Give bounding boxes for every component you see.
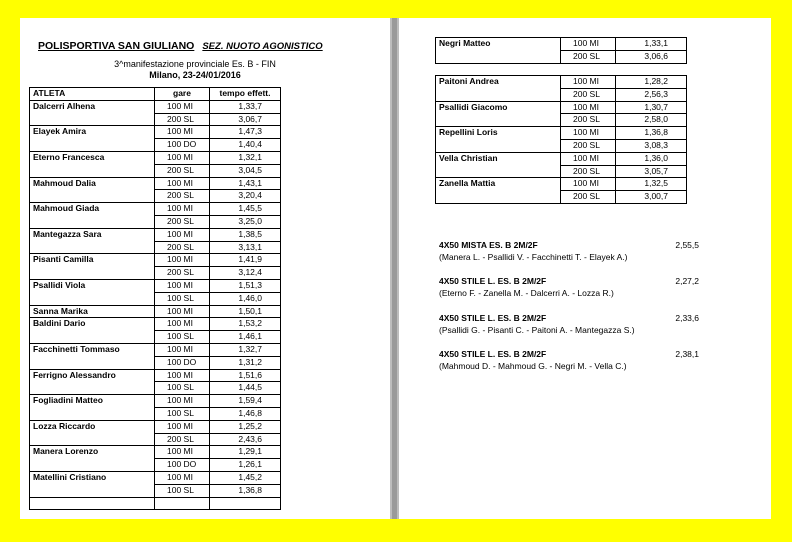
results-table-right-top xyxy=(435,37,687,64)
race-cell: 100 MI xyxy=(561,152,616,165)
athlete-name-cont xyxy=(30,356,155,369)
table-row xyxy=(436,50,687,63)
relay-title: 4X50 STILE L. ES. B 2M/2F xyxy=(439,313,547,323)
athlete-name-cont xyxy=(30,215,155,228)
time-cell: 1,31,2 xyxy=(210,356,281,369)
race-cell: 100 DO xyxy=(155,139,210,152)
table-row xyxy=(30,228,281,241)
header-race: gare xyxy=(155,88,210,101)
race-cell: 100 MI xyxy=(155,395,210,408)
table-row xyxy=(436,152,687,165)
empty-cell xyxy=(30,497,155,510)
time-cell: 1,45,5 xyxy=(210,203,281,216)
athlete-name: Mantegazza Sara xyxy=(30,228,155,241)
table-row xyxy=(30,203,281,216)
time-cell: 3,04,5 xyxy=(210,164,281,177)
race-cell: 100 MI xyxy=(561,76,616,89)
border-cell xyxy=(561,203,616,204)
table-row xyxy=(436,38,687,51)
time-cell: 1,45,2 xyxy=(210,471,281,484)
race-cell: 100 MI xyxy=(155,343,210,356)
race-cell: 200 SL xyxy=(155,190,210,203)
table-row xyxy=(30,446,281,459)
race-cell: 100 SL xyxy=(155,331,210,344)
relay-block xyxy=(439,349,699,373)
athlete-name: Repellini Loris xyxy=(436,127,561,140)
table-row xyxy=(30,113,281,126)
race-cell: 200 SL xyxy=(155,241,210,254)
time-cell: 3,12,4 xyxy=(210,267,281,280)
time-cell: 1,53,2 xyxy=(210,318,281,331)
header-time: tempo effett. xyxy=(210,88,281,101)
relay-title: 4X50 STILE L. ES. B 2M/2F xyxy=(439,349,547,359)
time-cell: 1,30,7 xyxy=(616,101,687,114)
results-table-left xyxy=(29,87,281,510)
race-cell: 100 SL xyxy=(155,292,210,305)
athlete-name: Mahmoud Dalia xyxy=(30,177,155,190)
table-row xyxy=(30,292,281,305)
relay-members: (Mahmoud D. - Mahmoud G. - Negri M. - Vella C.) xyxy=(439,361,627,371)
athlete-name-cont xyxy=(30,331,155,344)
relay-time: 2,27,2 xyxy=(675,276,699,286)
empty-cell xyxy=(210,497,281,510)
athlete-name: Vella Christian xyxy=(436,152,561,165)
border-cell xyxy=(436,63,561,64)
athlete-name: Paitoni Andrea xyxy=(436,76,561,89)
table-row xyxy=(30,241,281,254)
relay-title: 4X50 MISTA ES. B 2M/2F xyxy=(439,240,538,250)
athlete-name: Psallidi Viola xyxy=(30,279,155,292)
table-blank-row xyxy=(30,497,281,510)
time-cell: 1,25,2 xyxy=(210,420,281,433)
race-cell: 200 SL xyxy=(155,164,210,177)
time-cell: 1,59,4 xyxy=(210,395,281,408)
athlete-name: Facchinetti Tommaso xyxy=(30,343,155,356)
relay-block xyxy=(439,313,699,337)
table-bottom-border xyxy=(30,510,281,511)
table-row xyxy=(30,267,281,280)
athlete-name-cont xyxy=(436,191,561,204)
athlete-name-cont xyxy=(30,164,155,177)
relay-members: (Psallidi G. - Pisanti C. - Paitoni A. - Mantegazza S.) xyxy=(439,325,635,335)
race-cell: 100 SL xyxy=(155,484,210,497)
time-cell: 1,51,6 xyxy=(210,369,281,382)
relay-time: 2,33,6 xyxy=(675,313,699,323)
athlete-name: Matellini Cristiano xyxy=(30,471,155,484)
race-cell: 100 MI xyxy=(561,38,616,51)
race-cell: 100 SL xyxy=(155,407,210,420)
athlete-name-cont xyxy=(30,241,155,254)
table-row xyxy=(436,88,687,101)
table-row xyxy=(436,178,687,191)
table-row xyxy=(436,127,687,140)
border-cell xyxy=(155,510,210,511)
border-cell xyxy=(616,63,687,64)
results-table-right xyxy=(435,75,687,204)
time-cell: 1,33,1 xyxy=(616,38,687,51)
athlete-name-cont xyxy=(30,190,155,203)
race-cell: 100 MI xyxy=(155,420,210,433)
race-cell: 100 MI xyxy=(155,305,210,318)
time-cell: 1,28,2 xyxy=(616,76,687,89)
race-cell: 100 MI xyxy=(155,203,210,216)
race-cell: 200 SL xyxy=(561,165,616,178)
race-cell: 100 MI xyxy=(561,178,616,191)
race-cell: 200 SL xyxy=(561,50,616,63)
relay-members: (Manera L. - Psallidi V. - Facchinetti T. - Elayek A.) xyxy=(439,252,628,262)
border-cell xyxy=(561,63,616,64)
race-cell: 100 MI xyxy=(155,279,210,292)
table-row xyxy=(436,139,687,152)
table-row xyxy=(436,114,687,127)
table-row xyxy=(30,471,281,484)
event-name: 3^manifestazione provinciale Es. B - FIN xyxy=(114,59,276,69)
time-cell: 1,50,1 xyxy=(210,305,281,318)
time-cell: 1,29,1 xyxy=(210,446,281,459)
border-cell xyxy=(30,510,155,511)
race-cell: 100 MI xyxy=(155,100,210,113)
time-cell: 1,32,7 xyxy=(210,343,281,356)
time-cell: 3,20,4 xyxy=(210,190,281,203)
race-cell: 200 SL xyxy=(561,139,616,152)
race-cell: 100 DO xyxy=(155,459,210,472)
race-cell: 200 SL xyxy=(561,191,616,204)
race-cell: 100 MI xyxy=(155,471,210,484)
time-cell: 1,36,0 xyxy=(616,152,687,165)
table-bottom-border xyxy=(436,203,687,204)
table-row xyxy=(30,356,281,369)
table-row xyxy=(30,151,281,164)
time-cell: 2,58,0 xyxy=(616,114,687,127)
venue-date: Milano, 23-24/01/2016 xyxy=(149,70,241,80)
table-row xyxy=(30,407,281,420)
relay-header xyxy=(439,240,699,252)
time-cell: 1,32,1 xyxy=(210,151,281,164)
athlete-name-cont xyxy=(30,407,155,420)
athlete-name: Mahmoud Giada xyxy=(30,203,155,216)
time-cell: 1,33,7 xyxy=(210,100,281,113)
athlete-name-cont xyxy=(30,139,155,152)
table-row xyxy=(436,101,687,114)
table-row xyxy=(30,318,281,331)
time-cell: 1,41,9 xyxy=(210,254,281,267)
athlete-name: Sanna Marika xyxy=(30,305,155,318)
race-cell: 100 MI xyxy=(155,151,210,164)
time-cell: 3,06,6 xyxy=(616,50,687,63)
relay-time: 2,38,1 xyxy=(675,349,699,359)
race-cell: 100 DO xyxy=(155,356,210,369)
table-row xyxy=(30,164,281,177)
athlete-name-cont xyxy=(436,165,561,178)
border-cell xyxy=(616,203,687,204)
athlete-name-cont xyxy=(436,50,561,63)
relay-header xyxy=(439,313,699,325)
table-row xyxy=(30,420,281,433)
athlete-name-cont xyxy=(30,267,155,280)
relay-title: 4X50 STILE L. ES. B 2M/2F xyxy=(439,276,547,286)
athlete-name: Psallidi Giacomo xyxy=(436,101,561,114)
table-row xyxy=(30,177,281,190)
time-cell: 1,47,3 xyxy=(210,126,281,139)
time-cell: 3,13,1 xyxy=(210,241,281,254)
athlete-name: Lozza Riccardo xyxy=(30,420,155,433)
athlete-name: Ferrigno Alessandro xyxy=(30,369,155,382)
time-cell: 2,43,6 xyxy=(210,433,281,446)
table-row xyxy=(30,190,281,203)
time-cell: 3,05,7 xyxy=(616,165,687,178)
time-cell: 1,36,8 xyxy=(210,484,281,497)
athlete-name-cont xyxy=(436,114,561,127)
time-cell: 3,08,3 xyxy=(616,139,687,152)
time-cell: 2,56,3 xyxy=(616,88,687,101)
athlete-name: Eterno Francesca xyxy=(30,151,155,164)
athlete-name-cont xyxy=(30,484,155,497)
table-row xyxy=(436,191,687,204)
relay-block xyxy=(439,276,699,300)
race-cell: 200 SL xyxy=(561,88,616,101)
table-row xyxy=(30,343,281,356)
table-row xyxy=(30,139,281,152)
table-row xyxy=(30,279,281,292)
time-cell: 3,25,0 xyxy=(210,215,281,228)
time-cell: 1,46,1 xyxy=(210,331,281,344)
race-cell: 100 MI xyxy=(155,446,210,459)
athlete-name-cont xyxy=(30,433,155,446)
relay-header xyxy=(439,349,699,361)
table-row xyxy=(30,331,281,344)
time-cell: 1,36,8 xyxy=(616,127,687,140)
time-cell: 1,43,1 xyxy=(210,177,281,190)
table-row xyxy=(30,433,281,446)
table-row xyxy=(30,254,281,267)
document-page-left xyxy=(20,18,390,519)
table-row xyxy=(30,382,281,395)
document-page-right xyxy=(399,18,771,519)
athlete-name-cont xyxy=(30,459,155,472)
athlete-name: Elayek Amira xyxy=(30,126,155,139)
race-cell: 100 SL xyxy=(155,382,210,395)
time-cell: 1,46,0 xyxy=(210,292,281,305)
athlete-name: Baldini Dario xyxy=(30,318,155,331)
athlete-name: Negri Matteo xyxy=(436,38,561,51)
table-row xyxy=(30,305,281,318)
athlete-name-cont xyxy=(30,382,155,395)
race-cell: 100 MI xyxy=(155,318,210,331)
athlete-name: Zanella Mattia xyxy=(436,178,561,191)
athlete-name-cont xyxy=(30,292,155,305)
race-cell: 200 SL xyxy=(155,433,210,446)
time-cell: 1,44,5 xyxy=(210,382,281,395)
race-cell: 200 SL xyxy=(155,113,210,126)
athlete-name: Fogliadini Matteo xyxy=(30,395,155,408)
table-row xyxy=(30,126,281,139)
athlete-name-cont xyxy=(436,139,561,152)
time-cell: 1,38,5 xyxy=(210,228,281,241)
relay-block xyxy=(439,240,699,264)
section-name: SEZ. NUOTO AGONISTICO xyxy=(202,41,323,52)
table-row xyxy=(30,215,281,228)
relay-time: 2,55,5 xyxy=(675,240,699,250)
time-cell: 1,26,1 xyxy=(210,459,281,472)
table-row xyxy=(436,165,687,178)
relay-header xyxy=(439,276,699,288)
race-cell: 100 MI xyxy=(155,126,210,139)
race-cell: 100 MI xyxy=(155,369,210,382)
table-bottom-border xyxy=(436,63,687,64)
time-cell: 1,40,4 xyxy=(210,139,281,152)
athlete-name-cont xyxy=(436,88,561,101)
race-cell: 100 MI xyxy=(561,101,616,114)
athlete-name: Dalcerri Alhena xyxy=(30,100,155,113)
race-cell: 200 SL xyxy=(155,215,210,228)
time-cell: 1,51,3 xyxy=(210,279,281,292)
table-row xyxy=(30,395,281,408)
border-cell xyxy=(436,203,561,204)
athlete-name: Pisanti Camilla xyxy=(30,254,155,267)
race-cell: 100 MI xyxy=(561,127,616,140)
table-row xyxy=(436,76,687,89)
athlete-name: Manera Lorenzo xyxy=(30,446,155,459)
time-cell: 3,06,7 xyxy=(210,113,281,126)
table-row xyxy=(30,484,281,497)
athlete-name-cont xyxy=(30,113,155,126)
document-title xyxy=(38,40,323,52)
table-row xyxy=(30,369,281,382)
table-header-row xyxy=(30,88,281,101)
header-athlete: ATLETA xyxy=(30,88,155,101)
time-cell: 1,46,8 xyxy=(210,407,281,420)
race-cell: 100 MI xyxy=(155,177,210,190)
race-cell: 200 SL xyxy=(561,114,616,127)
table-row xyxy=(30,459,281,472)
time-cell: 1,32,5 xyxy=(616,178,687,191)
border-cell xyxy=(210,510,281,511)
table-row xyxy=(30,100,281,113)
empty-cell xyxy=(155,497,210,510)
race-cell: 200 SL xyxy=(155,267,210,280)
time-cell: 3,00,7 xyxy=(616,191,687,204)
page-gutter-shadow xyxy=(392,18,397,519)
club-name: POLISPORTIVA SAN GIULIANO xyxy=(38,40,195,52)
race-cell: 100 MI xyxy=(155,228,210,241)
race-cell: 100 MI xyxy=(155,254,210,267)
relay-members: (Eterno F. - Zanella M. - Dalcerri A. - Lozza R.) xyxy=(439,288,614,298)
